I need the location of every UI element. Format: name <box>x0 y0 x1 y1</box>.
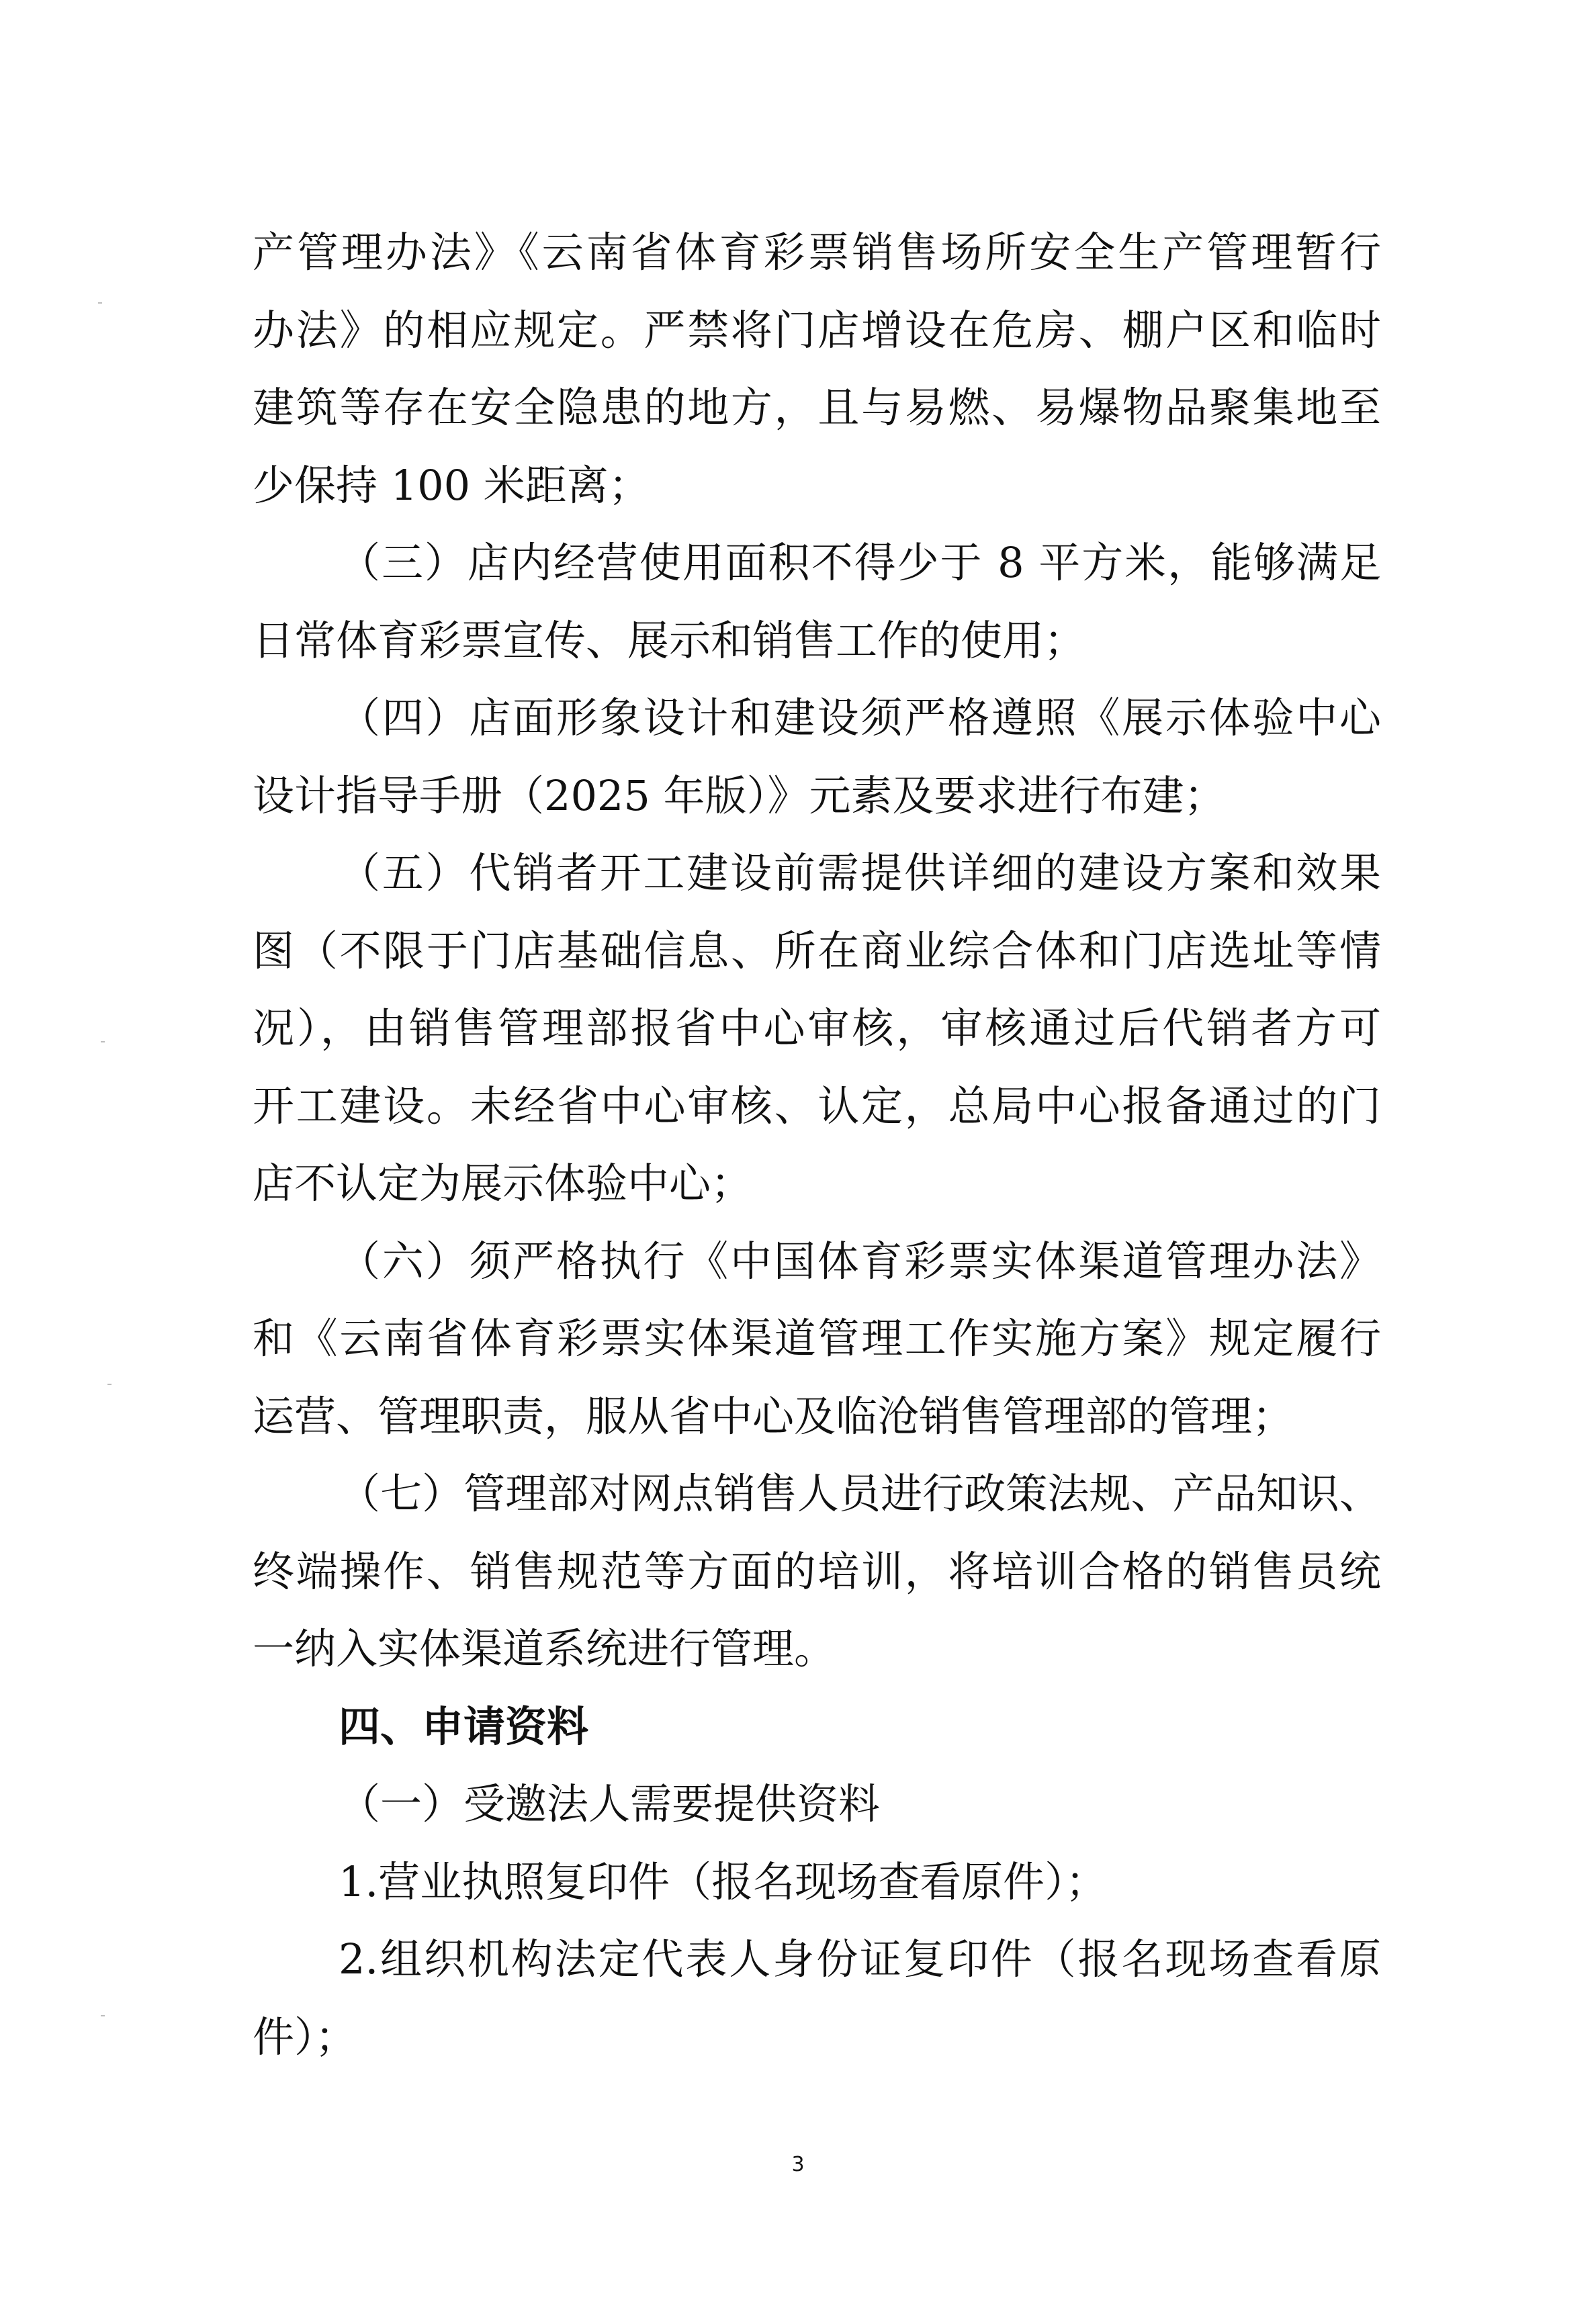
text-line: 况），由销售管理部报省中心审核，审核通过后代销者方可 <box>253 1004 1381 1053</box>
text-line: （四）店面形象设计和建设须严格遵照《展示体验中心 <box>339 693 1381 742</box>
page-number: 3 <box>791 2153 805 2176</box>
text-line: （三）店内经营使用面积不得少于 8 平方米，能够满足 <box>339 538 1381 587</box>
text-line: 运营、管理职责，服从省中心及临沧销售管理部的管理； <box>253 1391 1294 1441</box>
scan-speck <box>101 1041 105 1042</box>
text-line: 件）； <box>253 2012 357 2061</box>
text-line: 少保持 100 米距离； <box>253 460 650 510</box>
text-line: 建筑等存在安全隐患的地方，且与易燃、易爆物品聚集地至 <box>253 383 1381 432</box>
text-line: 店不认定为展示体验中心； <box>253 1159 753 1208</box>
text-line: 办法》的相应规定。严禁将门店增设在危房、棚户区和临时 <box>253 305 1381 355</box>
text-line: 开工建设。未经省中心审核、认定，总局中心报备通过的门 <box>253 1081 1381 1130</box>
text-line: 日常体育彩票宣传、展示和销售工作的使用； <box>253 615 1086 665</box>
scan-speck <box>101 2015 105 2016</box>
text-line: 图（不限于门店基础信息、所在商业综合体和门店选址等情 <box>253 926 1381 975</box>
text-line: （五）代销者开工建设前需提供详细的建设方案和效果 <box>339 848 1381 897</box>
scan-speck <box>98 302 102 304</box>
text-line: 产管理办法》《云南省体育彩票销售场所安全生产管理暂行 <box>253 228 1381 277</box>
text-line: 设计指导手册（2025 年版）》元素及要求进行布建； <box>253 770 1226 820</box>
text-line: 和《云南省体育彩票实体渠道管理工作实施方案》规定履行 <box>253 1314 1381 1363</box>
scan-speck <box>107 1384 112 1385</box>
subsection-heading: （一）受邀法人需要提供资料 <box>339 1779 881 1828</box>
document-body <box>253 214 1381 2076</box>
text-line: 终端操作、销售规范等方面的培训，将培训合格的销售员统 <box>253 1546 1381 1596</box>
text-line: （六）须严格执行《中国体育彩票实体渠道管理办法》 <box>339 1236 1381 1286</box>
text-line: （七）管理部对网点销售人员进行政策法规、产品知识、 <box>339 1469 1381 1518</box>
text-line: 一纳入实体渠道系统进行管理。 <box>253 1624 836 1673</box>
list-item: 2.组织机构法定代表人身份证复印件（报名现场查看原 <box>339 1934 1381 1984</box>
section-heading: 四、申请资料 <box>339 1701 589 1751</box>
list-item: 1.营业执照复印件（报名现场查看原件）； <box>339 1857 1108 1906</box>
